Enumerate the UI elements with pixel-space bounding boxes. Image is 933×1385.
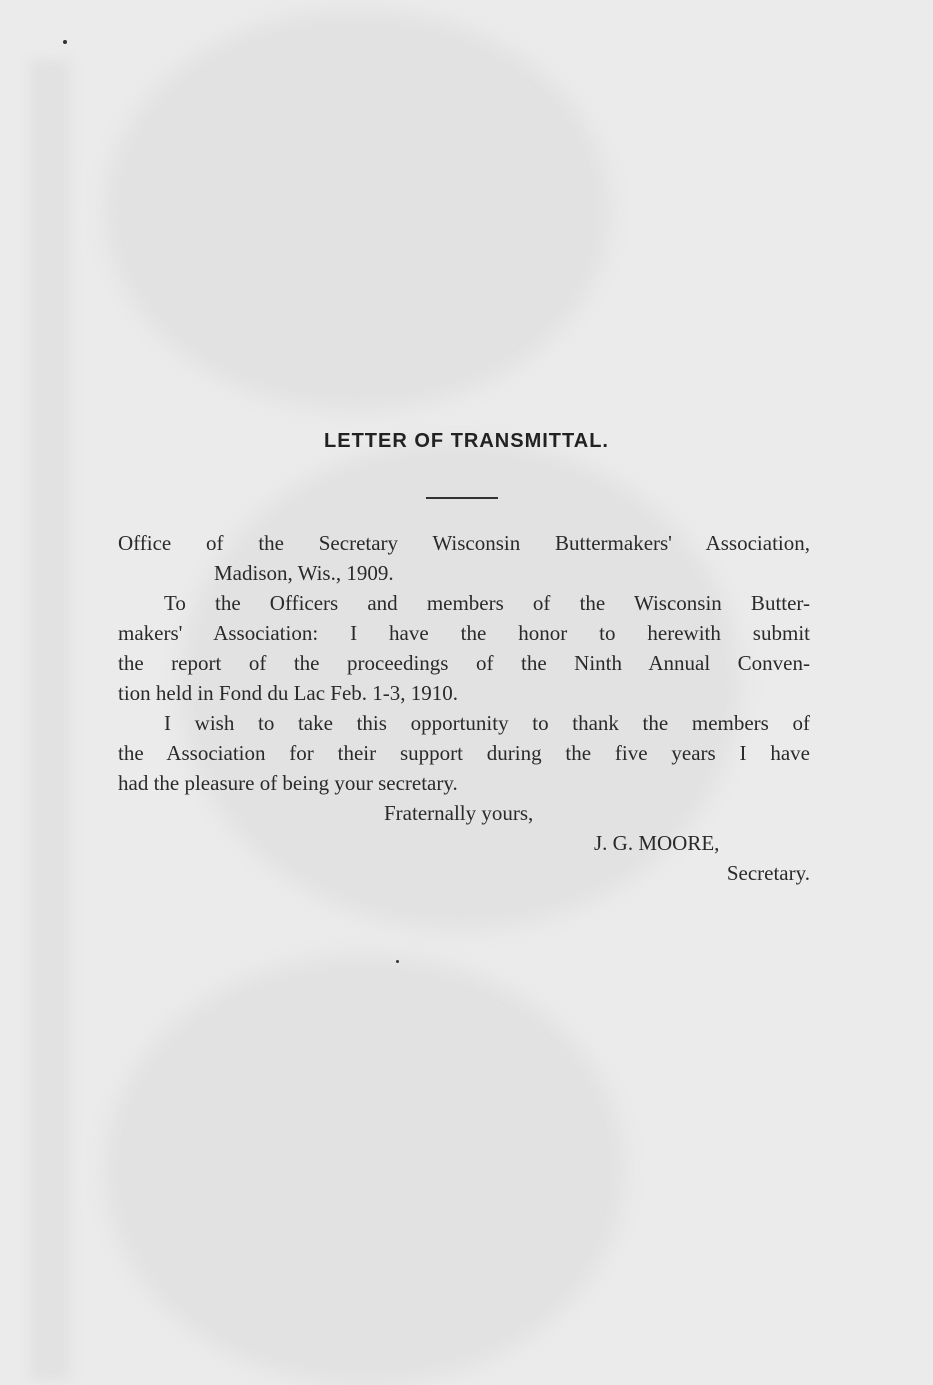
paragraph-1-line: tion held in Fond du Lac Feb. 1-3, 1910. (118, 681, 459, 705)
closing-line: Fraternally yours, (384, 801, 534, 825)
paragraph-2-line: I wish to take this opportunity to thank the members of (164, 711, 810, 735)
paragraph-1-line: the report of the proceedings of the Ninth Annual Conven- (118, 651, 810, 675)
paper-speck (396, 960, 399, 963)
paragraph-2-line: had the pleasure of being your secretary. (118, 771, 458, 795)
place-date-line: Madison, Wis., 1909. (214, 561, 394, 585)
paragraph-2-line: the Association for their support during the five years I have (118, 741, 810, 765)
letter-body (118, 528, 810, 888)
paper-speck (63, 40, 67, 44)
office-line: Office of the Secretary Wisconsin Buttermakers' Association, (118, 531, 810, 555)
paragraph-1-line: To the Officers and members of the Wisconsin Butter- (164, 591, 810, 615)
signer-name: J. G. MOORE, (594, 831, 720, 855)
bleed-through-portrait-top (105, 10, 610, 410)
bleed-through-margin-text (30, 60, 70, 1380)
signer-title: Secretary. (726, 861, 810, 885)
title-divider (426, 497, 498, 499)
page-title: LETTER OF TRANSMITTAL. (324, 430, 609, 452)
bleed-through-portrait-bottom (105, 955, 625, 1385)
paragraph-1-line: makers' Association: I have the honor to herewith submit (118, 621, 810, 645)
